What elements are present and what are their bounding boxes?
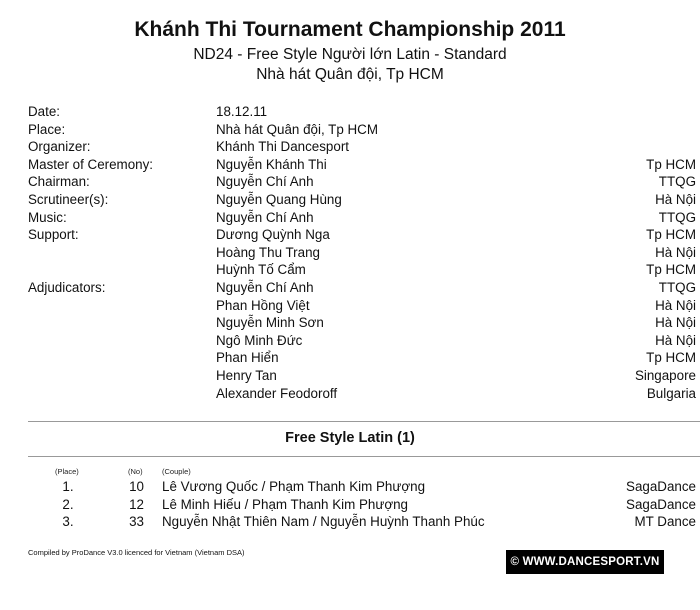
info-org: TTQG <box>658 174 696 190</box>
result-place: 3. <box>62 514 74 529</box>
info-org: Tp HCM <box>646 350 696 366</box>
info-row <box>28 385 696 403</box>
result-club: SagaDance <box>626 479 696 494</box>
info-org: TTQG <box>658 209 696 225</box>
watermark-logo: © WWW.DANCESPORT.VN <box>506 550 664 574</box>
place-header: (Place) <box>55 467 79 476</box>
info-value: Khánh Thi Dancesport <box>216 139 349 155</box>
divider <box>28 421 700 422</box>
result-couple: Nguyễn Nhật Thiên Nam / Nguyễn Huỳnh Thanh Phúc <box>162 514 485 529</box>
result-club: MT Dance <box>634 514 696 529</box>
page-title: Khánh Thi Tournament Championship 2011 <box>134 18 566 41</box>
info-org: Hà Nội <box>655 244 696 260</box>
result-number: 10 <box>129 479 144 494</box>
info-row <box>28 261 696 279</box>
result-couple: Lê Minh Hiếu / Phạm Thanh Kim Phượng <box>162 496 409 512</box>
info-value: Nguyễn Chí Anh <box>216 174 314 190</box>
divider <box>28 456 700 457</box>
result-club: SagaDance <box>626 496 696 512</box>
info-value: Nguyễn Chí Anh <box>216 209 314 225</box>
result-row <box>28 513 696 531</box>
info-row <box>28 121 696 139</box>
info-row <box>28 173 696 191</box>
info-org: Hà Nội <box>655 315 696 331</box>
info-value: Nguyễn Khánh Thi <box>216 156 327 172</box>
info-row <box>28 209 696 227</box>
result-place: 1. <box>62 479 74 494</box>
info-value: Phan Hiển <box>216 350 279 366</box>
info-label: Date: <box>28 104 61 119</box>
info-org: Tp HCM <box>646 156 696 172</box>
info-org: Hà Nội <box>655 297 696 313</box>
info-value: Nhà hát Quân đội, Tp HCM <box>216 121 379 137</box>
info-row <box>28 332 696 350</box>
page-subtitle: ND24 - Free Style Người lớn Latin - Standard <box>193 46 507 63</box>
info-org: Tp HCM <box>646 262 696 278</box>
info-value: Alexander Feodoroff <box>216 385 338 401</box>
info-row <box>28 156 696 174</box>
info-org: Tp HCM <box>646 227 696 243</box>
info-value: Ngô Minh Đức <box>216 332 303 348</box>
info-org: Hà Nội <box>655 332 696 348</box>
info-row <box>28 226 696 244</box>
info-row <box>28 138 696 156</box>
info-row <box>28 244 696 262</box>
info-value: Nguyễn Chí Anh <box>216 279 314 295</box>
info-org: Hà Nội <box>655 191 696 207</box>
event-title: Free Style Latin (1) <box>285 430 415 446</box>
info-value: Phan Hồng Việt <box>216 297 310 313</box>
info-label: Adjudicators: <box>28 279 106 295</box>
info-label: Support: <box>28 227 79 243</box>
venue-subtitle: Nhà hát Quân đội, Tp HCM <box>256 66 444 83</box>
info-label: Chairman: <box>28 174 90 190</box>
info-row <box>28 349 696 367</box>
info-org: TTQG <box>658 279 696 295</box>
info-row <box>28 314 696 332</box>
info-row <box>28 191 696 209</box>
info-row <box>28 297 696 315</box>
result-number: 12 <box>129 496 144 512</box>
result-place: 2. <box>62 496 74 512</box>
result-row <box>28 496 696 514</box>
info-value: Dương Quỳnh Nga <box>216 227 330 243</box>
info-label: Master of Ceremony: <box>28 156 154 172</box>
compiled-by-note: Compiled by ProDance V3.0 licenced for Vietnam (Vietnam DSA) <box>28 548 245 557</box>
info-label: Organizer: <box>28 139 91 155</box>
info-org: Bulgaria <box>646 385 696 401</box>
info-row <box>28 279 696 297</box>
info-value: Henry Tan <box>216 367 277 383</box>
result-couple: Lê Vương Quốc / Phạm Thanh Kim Phượng <box>162 479 426 494</box>
info-value: 18.12.11 <box>216 104 268 119</box>
info-value: Nguyễn Quang Hùng <box>216 191 342 207</box>
info-label: Scrutineer(s): <box>28 191 109 207</box>
info-org: Singapore <box>634 367 696 383</box>
info-row <box>28 367 696 385</box>
result-row <box>28 478 696 496</box>
info-value: Nguyễn Minh Sơn <box>216 315 324 331</box>
couple-header: (Couple) <box>162 467 191 476</box>
result-number: 33 <box>129 514 144 529</box>
info-value: Hoàng Thu Trang <box>216 244 320 260</box>
info-row <box>28 103 696 121</box>
info-value: Huỳnh Tố Cẩm <box>216 262 306 278</box>
number-header: (No) <box>128 467 143 476</box>
info-table <box>28 103 696 402</box>
results-table <box>28 478 696 531</box>
info-label: Music: <box>28 209 67 225</box>
info-label: Place: <box>28 121 66 137</box>
